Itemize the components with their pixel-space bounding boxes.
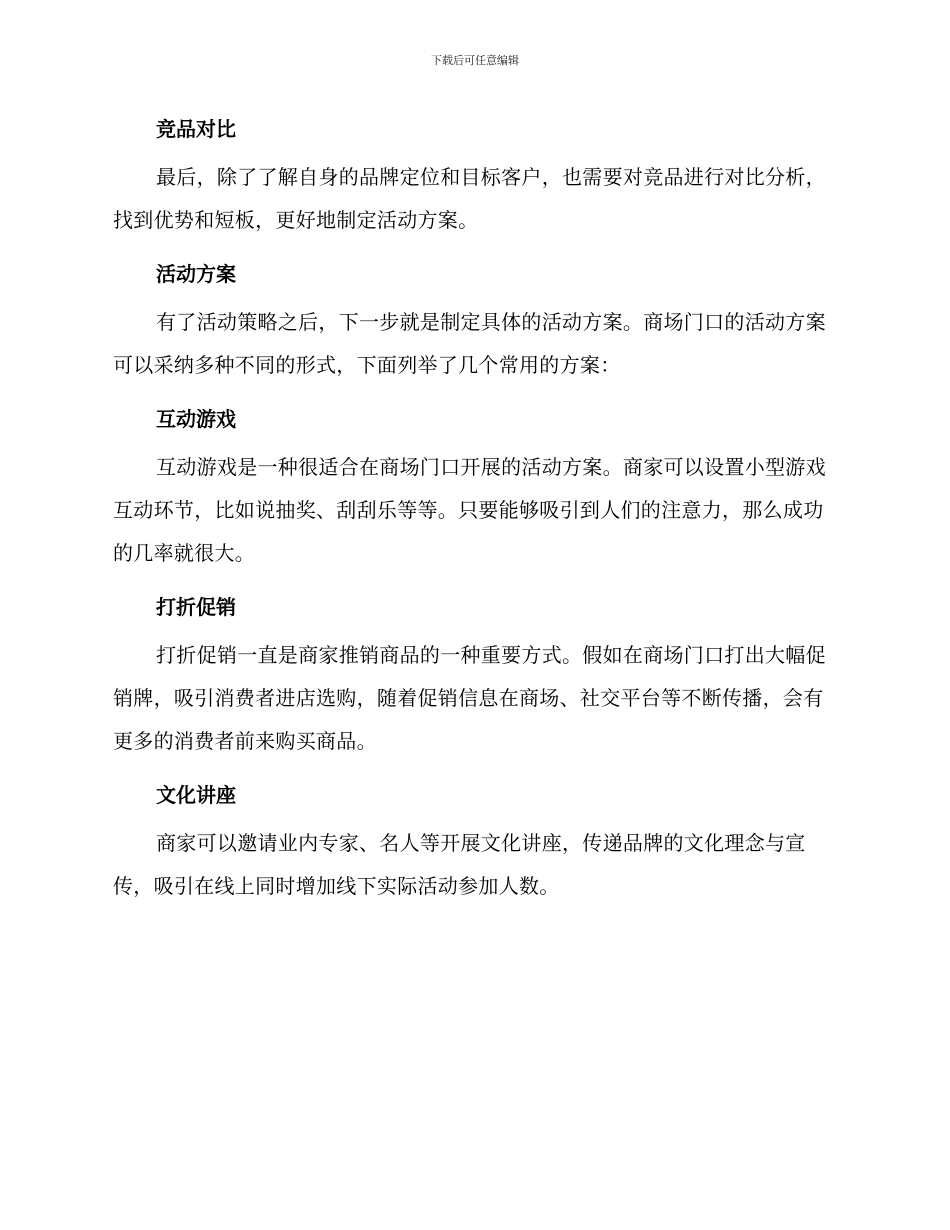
document-body	[113, 112, 831, 908]
section-heading-cultural-lecture: 文化讲座	[156, 783, 236, 807]
section-heading-discount-promotion: 打折促销	[156, 595, 236, 619]
section-paragraph-cultural-lecture: 商家可以邀请业内专家、名人等开展文化讲座，传递品牌的文化理念与宣传，吸引在线上同时增加线下实际活动参加人数。	[113, 831, 806, 898]
section-heading-activity-plan: 活动方案	[156, 262, 236, 286]
section-paragraph-competitor-comparison: 最后，除了了解自身的品牌定位和目标客户，也需要对竞品进行对比分析，找到优势和短板，更好地制定活动方案。	[113, 165, 826, 232]
section-paragraph-activity-plan: 有了活动策略之后，下一步就是制定具体的活动方案。商场门口的活动方案可以采纳多种不同的形式，下面列举了几个常用的方案：	[113, 310, 826, 377]
section-paragraph-discount-promotion: 打折促销一直是商家推销商品的一种重要方式。假如在商场门口打出大幅促销牌，吸引消费者进店选购，随着促销信息在商场、社交平台等不断传播，会有更多的消费者前来购买商品。	[113, 643, 826, 753]
section-paragraph-interactive-games: 互动游戏是一种很适合在商场门口开展的活动方案。商家可以设置小型游戏互动环节，比如说抽奖、刮刮乐等等。只要能够吸引到人们的注意力，那么成功的几率就很大。	[113, 455, 826, 565]
page-header: 下载后可任意编辑	[431, 54, 519, 67]
section-heading-competitor-comparison: 竞品对比	[156, 117, 236, 141]
section-heading-interactive-games: 互动游戏	[156, 407, 236, 431]
